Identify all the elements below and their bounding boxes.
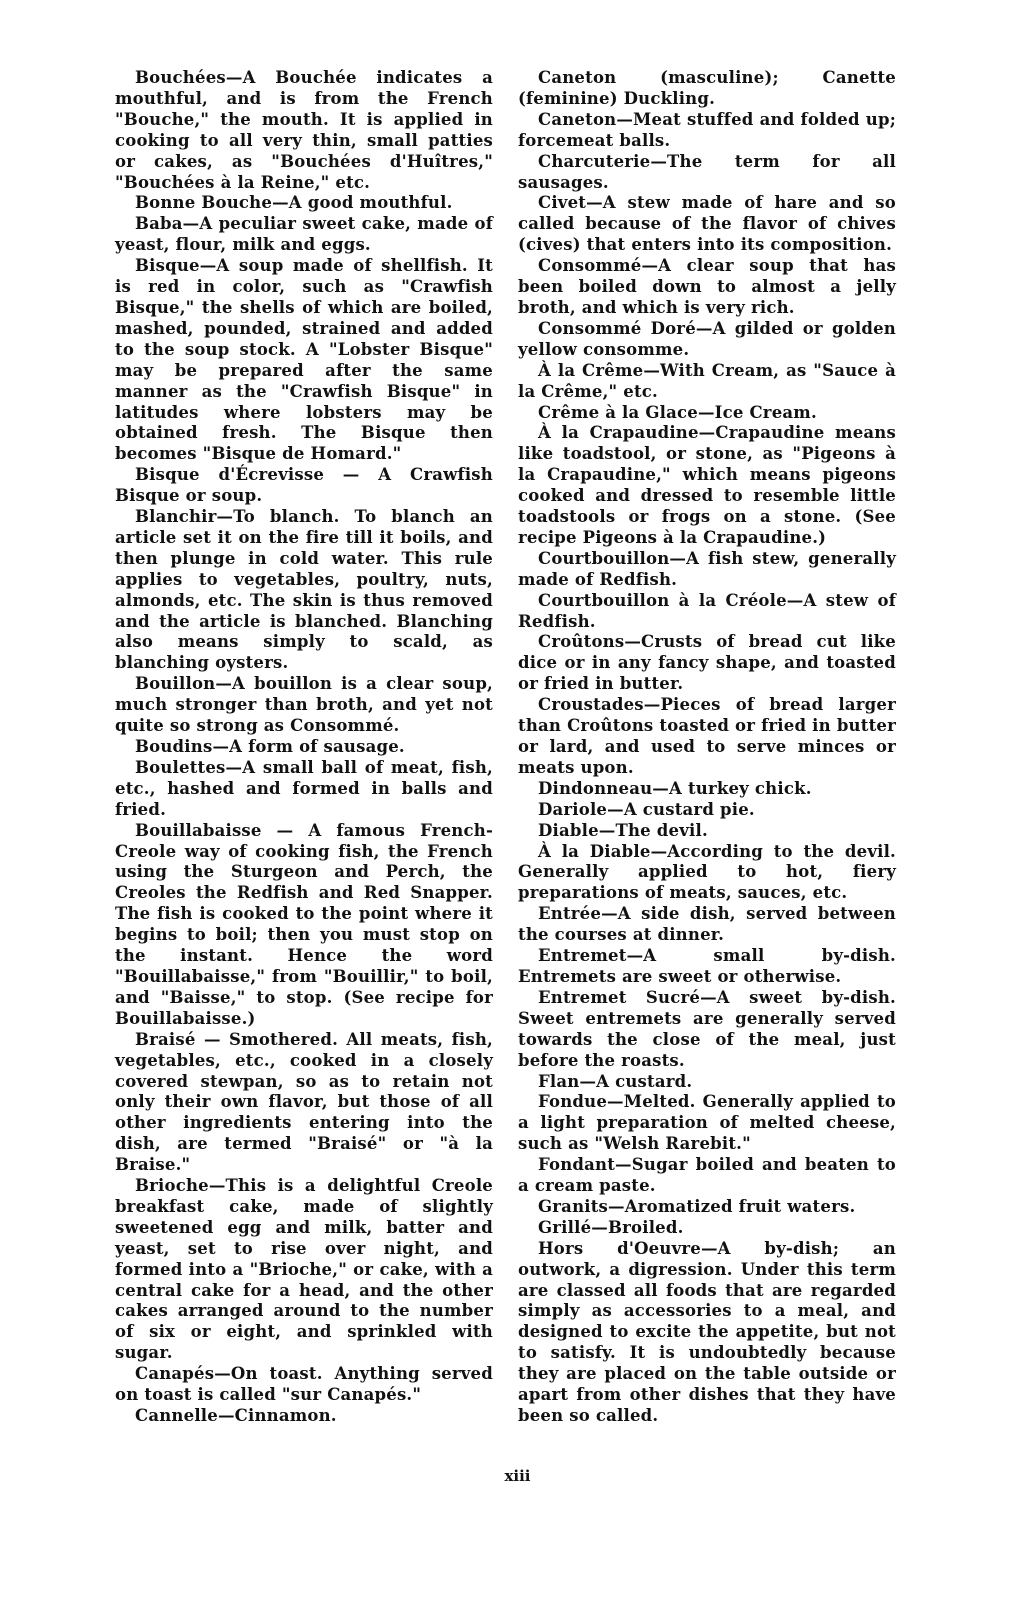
glossary-column-right <box>518 68 896 1427</box>
glossary-entry: Consommé—A clear soup that has been boiled down to almost a jelly broth, and which is very rich. <box>518 256 896 317</box>
glossary-entry: Bisque d'Écrevisse — A Crawfish Bisque or soup. <box>115 465 493 506</box>
glossary-entry: Bouchées—A Bouchée indicates a mouthful, and is from the French "Bouche," the mouth. It is applied in cooking to all very thin, small patties or cakes, as "Bouchées d'Huîtres," "Bouchées à la Reine," etc. <box>115 68 493 192</box>
glossary-entry: Crême à la Glace—Ice Cream. <box>538 402 817 422</box>
glossary-entry: Granits—Aromatized fruit waters. <box>538 1196 856 1216</box>
glossary-entry: Blanchir—To blanch. To blanch an article set it on the fire till it boils, and then plunge in cold water. This rule applies to vegetables, poultry, nuts, almonds, etc. The skin is thus removed and the article is blanched. Blanching also means simply to scald, as blanching oysters. <box>115 507 493 673</box>
glossary-entry: Entremet Sucré—A sweet by-dish. Sweet entremets are generally served towards the close of the meal, just before the roasts. <box>518 987 896 1070</box>
glossary-entry: Croûtons—Crusts of bread cut like dice or in any fancy shape, and toasted or fried in butter. <box>518 632 896 694</box>
glossary-entry: Civet—A stew made of hare and so called because of the flavor of chives (cives) that enters into its composition. <box>518 193 896 255</box>
glossary-entry: Consommé Doré—A gilded or golden yellow consomme. <box>518 318 896 359</box>
glossary-entry: Flan—A custard. <box>538 1071 693 1091</box>
glossary-entry: À la Crapaudine—Crapaudine means like toadstool, or stone, as "Pigeons à la Crapaudine," which means pigeons cooked and dressed to resemble little toadstools or frogs on a stone. (See recipe Pigeons à la Crapaudine.) <box>518 423 896 547</box>
glossary-entry: Fondue—Melted. Generally applied to a light preparation of melted cheese, such as "Welsh Rarebit." <box>518 1092 896 1154</box>
glossary-entry: Entrée—A side dish, served between the courses at dinner. <box>518 904 896 945</box>
glossary-column-left <box>115 68 493 1427</box>
glossary-entry: Brioche—This is a delightful Creole breakfast cake, made of slightly sweetened egg and milk, batter and yeast, set to rise over night, and formed into a "Brioche," or cake, with a central cake for a head, and the other cakes arranged around to the number of six or eight, and sprinkled with sugar. <box>115 1176 493 1363</box>
glossary-entry: À la Crême—With Cream, as "Sauce à la Crême," etc. <box>518 360 896 401</box>
glossary-entry: Dindonneau—A turkey chick. <box>538 778 812 798</box>
glossary-entry: Bouillabaisse — A famous French-Creole way of cooking fish, the French using the Sturgeon and Perch, the Creoles the Redfish and Red Snapper. The fish is cooked to the point where it begins to boil; then you must stop on the instant. Hence the word "Bouillabaisse," from "Bouillir," to boil, and "Baisse," to stop. (See recipe for Bouillabaisse.) <box>115 820 493 1028</box>
glossary-entry: Diable—The devil. <box>538 820 708 840</box>
glossary-entry: Bisque—A soup made of shellfish. It is red in color, such as "Crawfish Bisque," the shells of which are boiled, mashed, pounded, strained and added to the soup stock. A "Lobster Bisque" may be prepared after the same manner as the "Crawfish Bisque" in latitudes where lobsters may be obtained fresh. The Bisque then becomes "Bisque de Homard." <box>115 256 493 464</box>
glossary-entry: Grillé—Broiled. <box>538 1217 684 1237</box>
glossary-entry: Bonne Bouche—A good mouthful. <box>135 193 453 213</box>
glossary-entry: Croustades—Pieces of bread larger than Croûtons toasted or fried in butter or lard, and used to serve minces or meats upon. <box>518 695 896 777</box>
glossary-entry: Fondant—Sugar boiled and beaten to a cream paste. <box>518 1155 896 1196</box>
glossary-entry: Boudins—A form of sausage. <box>135 737 405 756</box>
glossary-entry: Charcuterie—The term for all sausages. <box>518 151 896 192</box>
glossary-entry: Hors d'Oeuvre—A by-dish; an outwork, a digression. Under this term are classed all foods that are regarded simply as accessories to a meal, and designed to excite the appetite, but not to satisfy. It is undoubtedly because they are placed on the table outside or apart from other dishes that they have been so called. <box>518 1238 896 1425</box>
glossary-entry: Canapés—On toast. Anything served on toast is called "sur Canapés." <box>115 1364 493 1405</box>
glossary-entry: Caneton (masculine); Canette (feminine) Duckling. <box>518 68 896 108</box>
glossary-entry: Courtbouillon—A fish stew, generally made of Redfish. <box>518 548 896 589</box>
glossary-entry: Entremet—A small by-dish. Entremets are sweet or otherwise. <box>518 946 896 986</box>
glossary-entry: À la Diable—According to the devil. Generally applied to hot, fiery preparations of meats, sauces, etc. <box>518 841 896 903</box>
glossary-entry: Baba—A peculiar sweet cake, made of yeast, flour, milk and eggs. <box>115 214 493 255</box>
glossary-entry: Boulettes—A small ball of meat, fish, etc., hashed and formed in balls and fried. <box>115 757 493 819</box>
page-number: xiii <box>504 1467 531 1485</box>
glossary-entry: Courtbouillon à la Créole—A stew of Redfish. <box>518 590 896 631</box>
glossary-entry: Bouillon—A bouillon is a clear soup, much stronger than broth, and yet not quite so strong as Consommé. <box>115 674 493 736</box>
glossary-entry: Caneton—Meat stuffed and folded up; forcemeat balls. <box>518 109 896 150</box>
glossary-entry: Dariole—A custard pie. <box>538 799 755 819</box>
glossary-entry: Braisé — Smothered. All meats, fish, vegetables, etc., cooked in a closely covered stewpan, so as to retain not only their own flavor, but those of all other ingredients entering into the dish, are termed "Braisé" or "à la Braise." <box>115 1029 493 1175</box>
glossary-entry: Cannelle—Cinnamon. <box>135 1406 337 1425</box>
